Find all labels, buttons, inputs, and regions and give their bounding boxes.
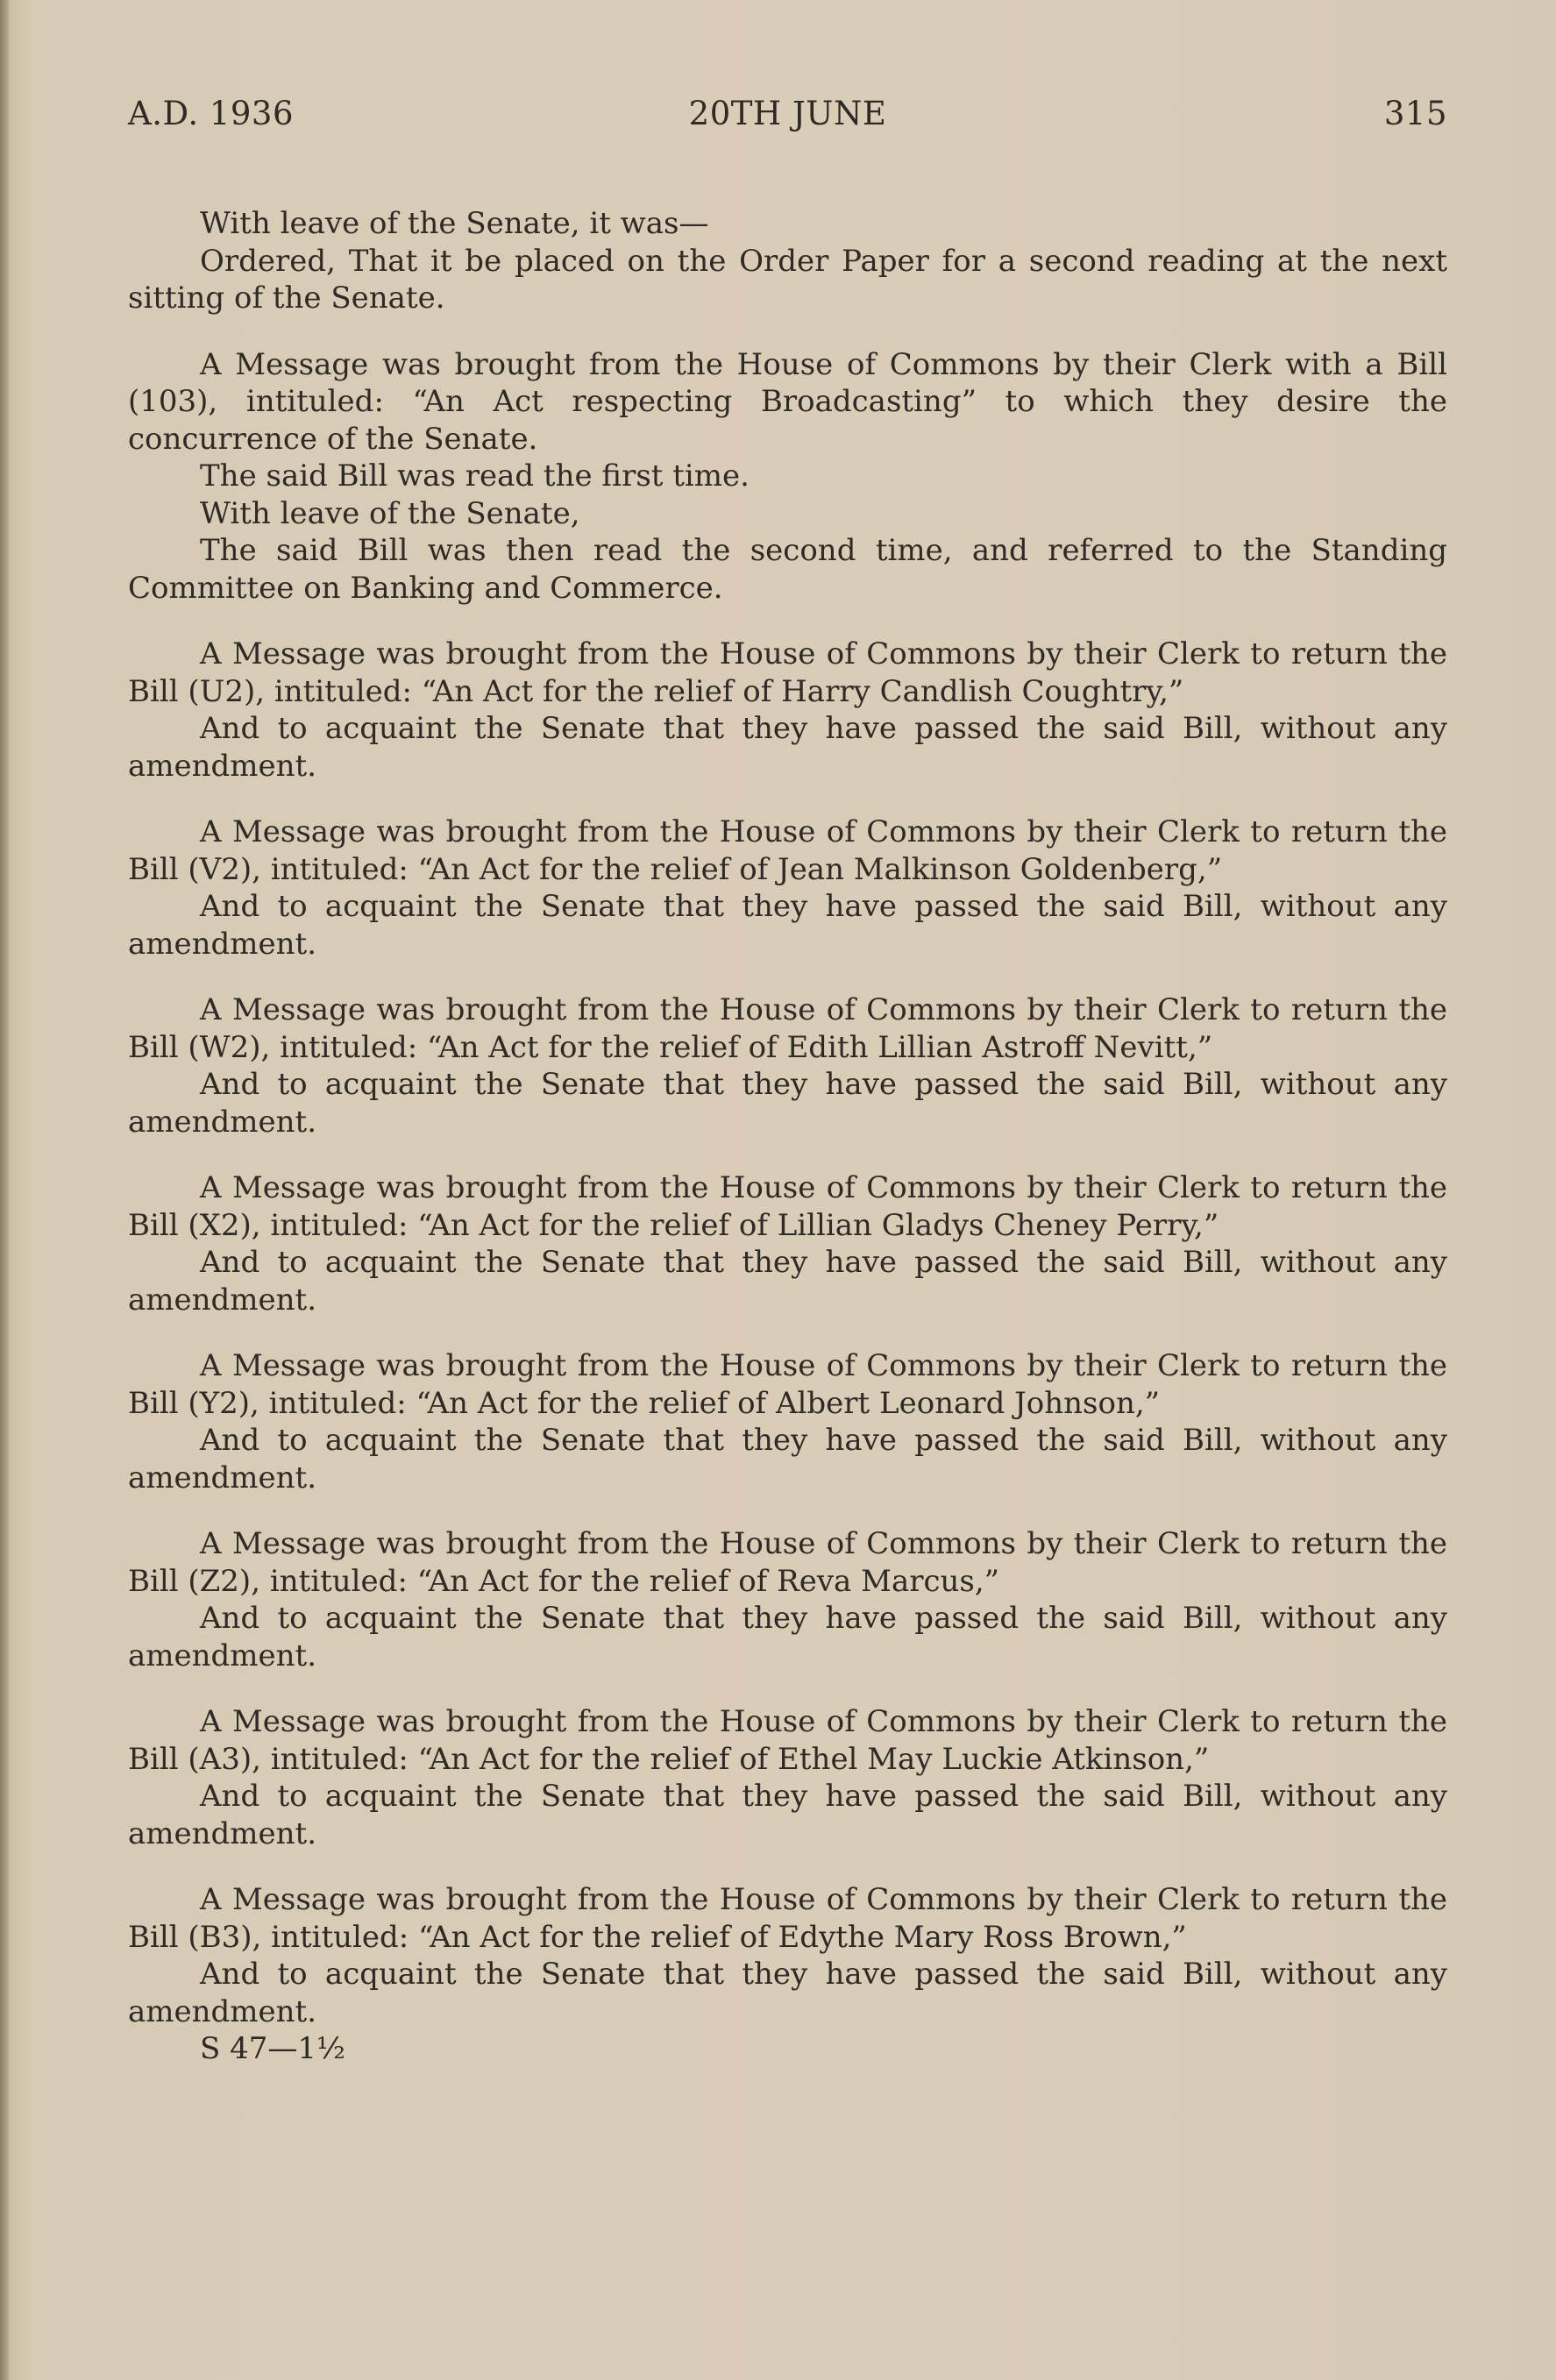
entry-paragraph: A Message was brought from the House of Commons by their Clerk to return the Bill (Z2), intituled: “An Act for the relief of Reva Marcus,”	[128, 1526, 1447, 1599]
entry-paragraph: A Message was brought from the House of Commons by their Clerk to return the Bill (U2), intituled: “An Act for the relief of Harry Candlish Coughtry,”	[128, 636, 1447, 709]
entry-paragraph: A Message was brought from the House of Commons by their Clerk to return the Bill (Y2), intituled: “An Act for the relief of Albert Leonard Johnson,”	[128, 1348, 1447, 1421]
entry-paragraph: With leave of the Senate, it was—	[200, 206, 709, 241]
entry-continuation: And to acquaint the Senate that they have passed the said Bill, without any amendment.	[128, 1601, 1447, 1673]
entry-continuation: The said Bill was read the first time.	[200, 458, 750, 494]
entry-continuation: The said Bill was then read the second time, and referred to the Standing Committee on Banking and Commerce.	[128, 533, 1447, 606]
journal-entry	[128, 813, 1447, 963]
journal-entry	[128, 1525, 1447, 1674]
entry-paragraph: A Message was brought from the House of Commons by their Clerk to return the Bill (V2), intituled: “An Act for the relief of Jean Malkinson Goldenberg,”	[128, 814, 1447, 887]
entry-continuation: And to acquaint the Senate that they have passed the said Bill, without any amendment.	[128, 711, 1447, 784]
entry-paragraph: A Message was brought from the House of Commons by their Clerk with a Bill (103), intituled: “An Act respecting Broadcasting” to which they desire the concurrence of the Senate.	[128, 346, 1447, 457]
journal-entry	[128, 1347, 1447, 1496]
page-number: 315	[1383, 95, 1447, 132]
journal-entry	[128, 1881, 1447, 2030]
entry-continuation: And to acquaint the Senate that they have passed the said Bill, without any amendment.	[128, 1779, 1447, 1851]
header-date: 20TH JUNE	[688, 95, 887, 132]
entry-continuation: And to acquaint the Senate that they have passed the said Bill, without any amendment.	[128, 889, 1447, 962]
entry-continuation: And to acquaint the Senate that they have passed the said Bill, without any amendment.	[128, 1423, 1447, 1495]
journal-entry	[128, 636, 1447, 785]
entry-continuation: And to acquaint the Senate that they have passed the said Bill, without any amendment.	[128, 1245, 1447, 1318]
entry-continuation: And to acquaint the Senate that they have passed the said Bill, without any amendment.	[128, 1067, 1447, 1140]
journal-entry	[128, 1703, 1447, 1852]
journal-entry	[128, 205, 1447, 317]
printer-signature-mark: S 47—1½	[200, 2031, 345, 2066]
entry-paragraph: A Message was brought from the House of Commons by their Clerk to return the Bill (A3), intituled: “An Act for the relief of Ethel May Luckie Atkinson,”	[128, 1704, 1447, 1777]
journal-entry	[128, 1169, 1447, 1318]
header-year: A.D. 1936	[128, 95, 295, 132]
entry-continuation: With leave of the Senate,	[200, 495, 580, 531]
entry-continuation: And to acquaint the Senate that they have passed the said Bill, without any amendment.	[128, 1957, 1447, 2029]
journal-entry	[128, 346, 1447, 607]
entry-continuation: Ordered, That it be placed on the Order Paper for a second reading at the next sitting of the Senate.	[128, 243, 1447, 316]
journal-body	[128, 205, 1447, 2068]
page-spine-edge	[0, 0, 9, 2380]
entry-paragraph: A Message was brought from the House of Commons by their Clerk to return the Bill (W2), intituled: “An Act for the relief of Edith Lillian Astroff Nevitt,”	[128, 992, 1447, 1065]
entry-paragraph: A Message was brought from the House of Commons by their Clerk to return the Bill (B3), intituled: “An Act for the relief of Edythe Mary Ross Brown,”	[128, 1882, 1447, 1955]
entry-paragraph: A Message was brought from the House of Commons by their Clerk to return the Bill (X2), intituled: “An Act for the relief of Lillian Gladys Cheney Perry,”	[128, 1170, 1447, 1243]
running-head	[128, 95, 1447, 139]
journal-entry	[128, 991, 1447, 1140]
